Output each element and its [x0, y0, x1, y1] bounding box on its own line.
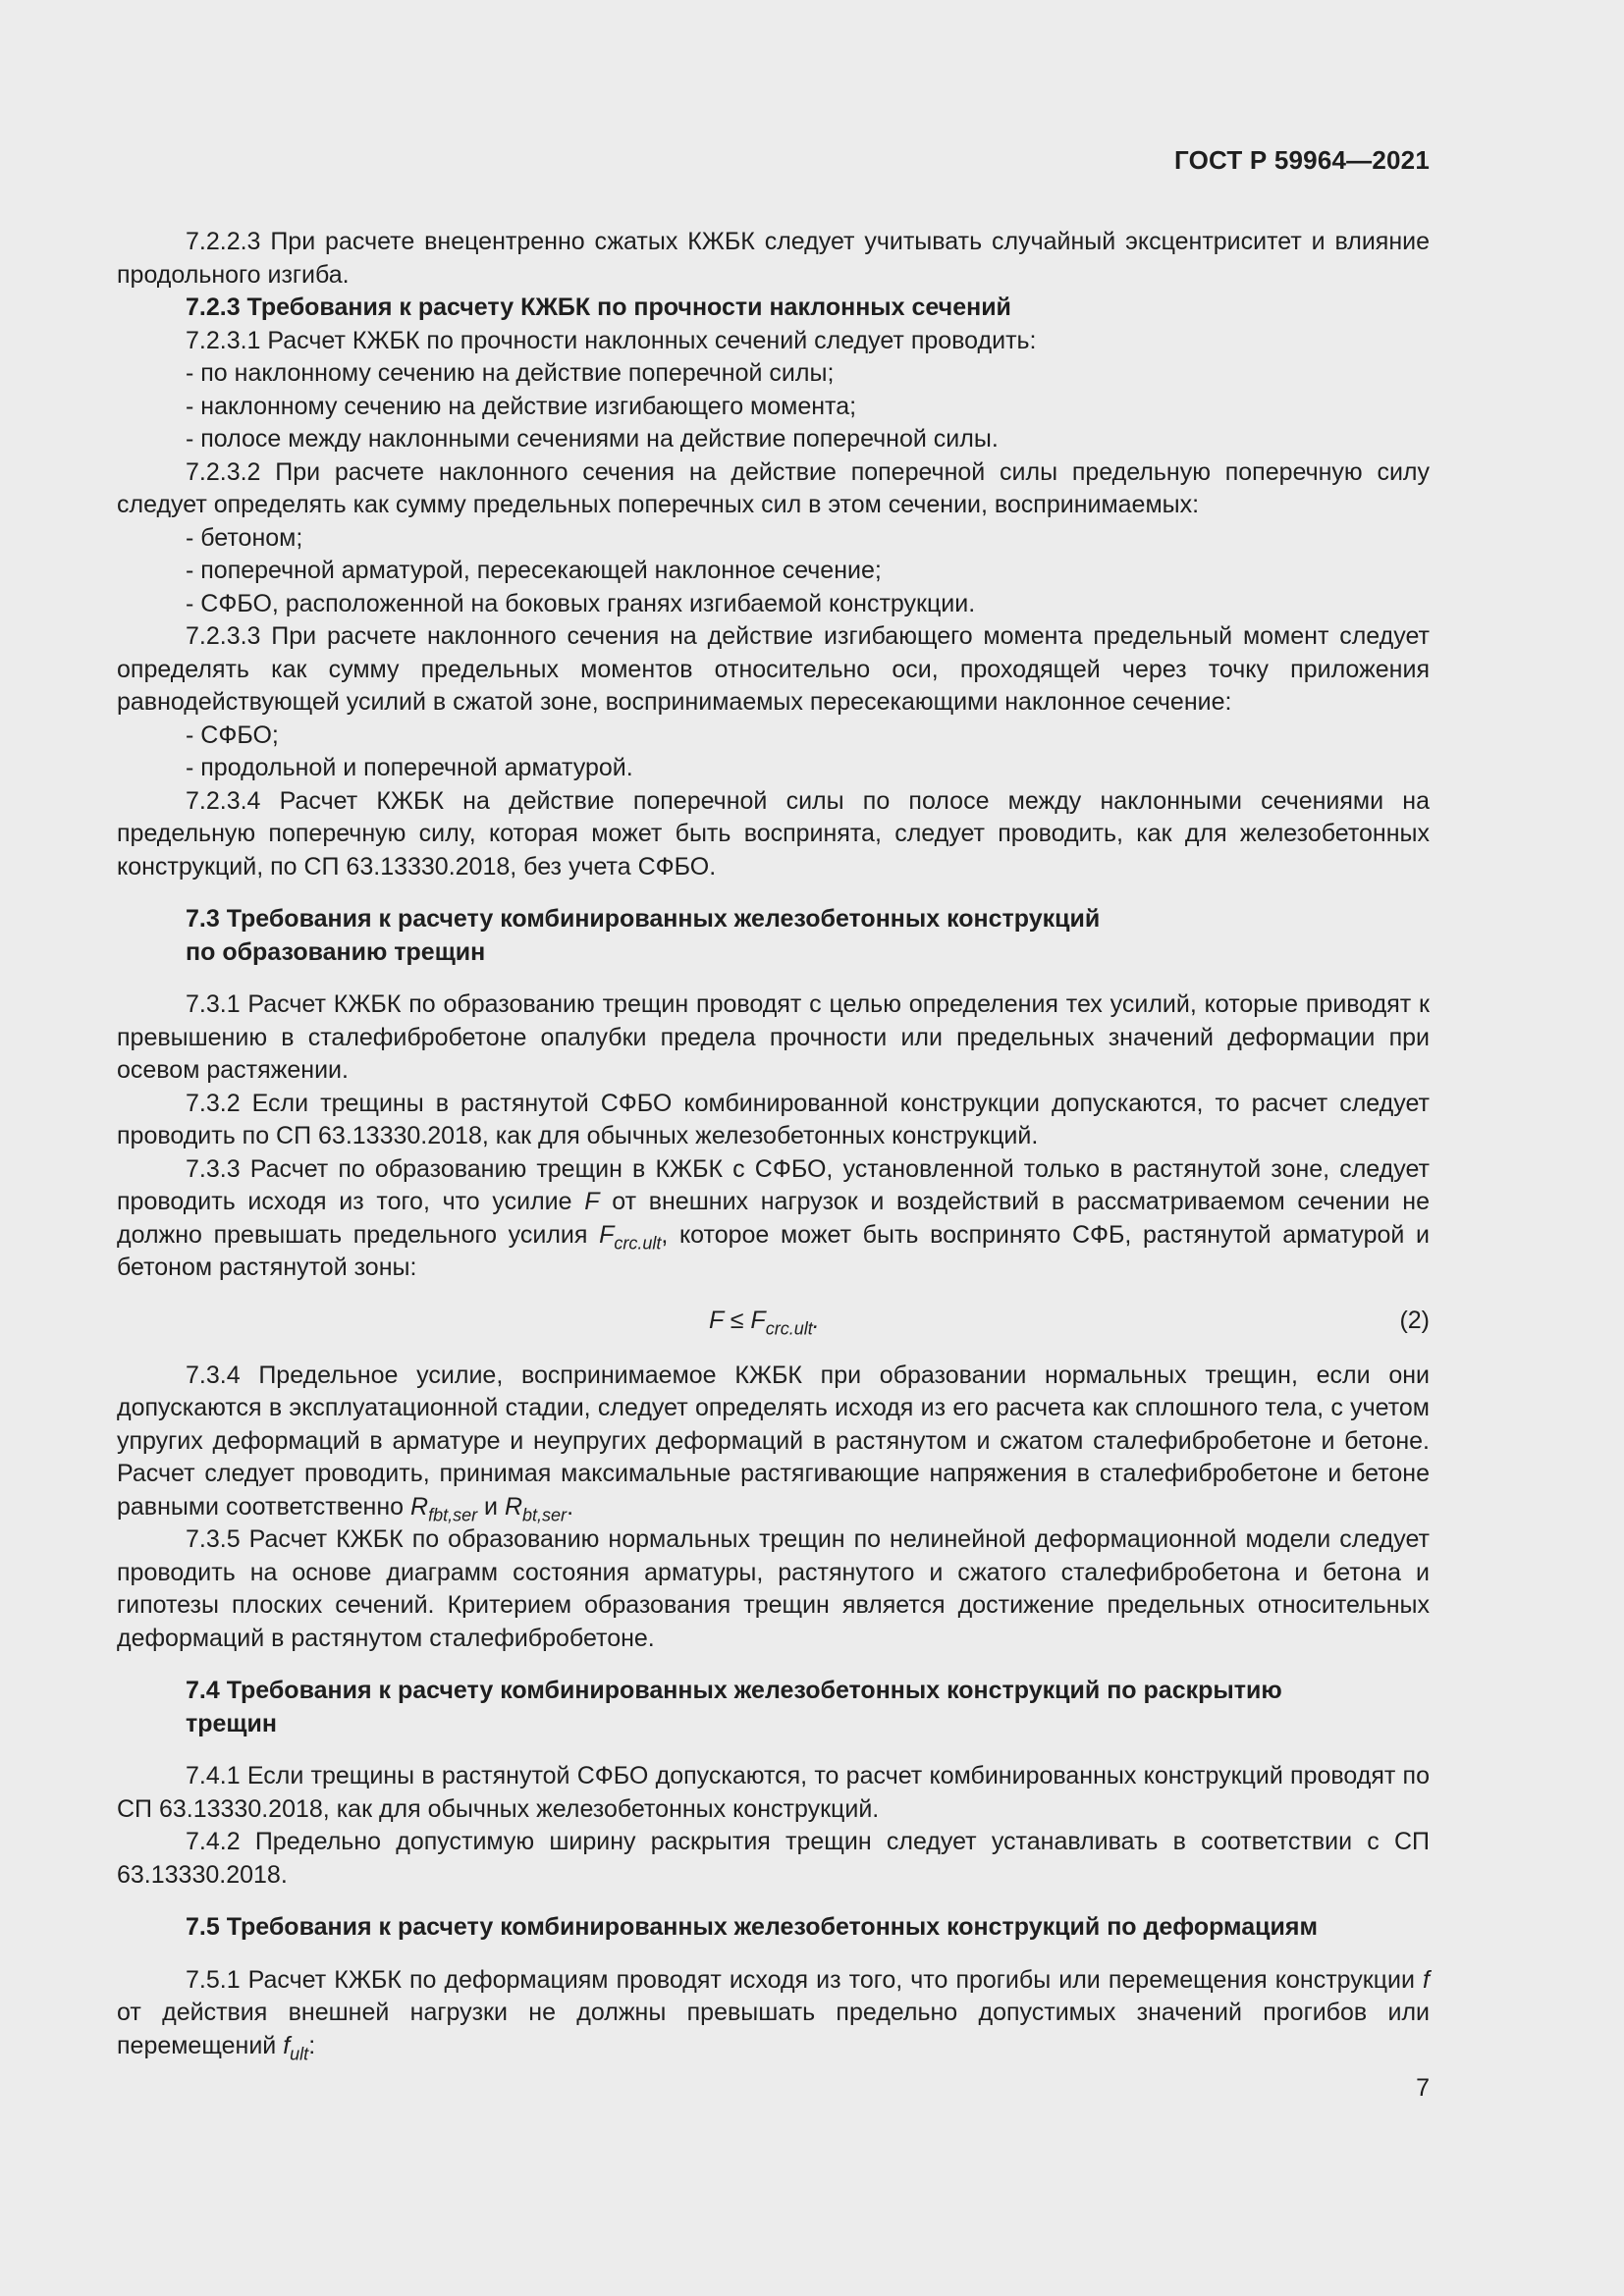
text-run: от внешних нагрузок и воздействий в рассматриваемом сечении не должно превышать предельного усилия — [117, 1188, 1430, 1249]
paragraph-7-3-1: 7.3.1 Расчет КЖБК по образованию трещин проводят с целью определения тех усилий, которые приводят к превышению в сталефибробетоне опалубки предела прочности или предельных значений деформации при осевом растяжении. — [117, 990, 1430, 1084]
paragraph-7-2-3-2: 7.2.3.2 При расчете наклонного сечения на действие поперечной силы предельную поперечную силу следует определять как сумму предельных поперечных сил в этом сечении, воспринимаемых: — [117, 457, 1430, 518]
list-item: - поперечной арматурой, пересекающей наклонное сечение; — [186, 557, 882, 584]
subscript-ult: ult — [290, 2043, 309, 2063]
document-header: ГОСТ Р 59964—2021 — [1174, 145, 1430, 175]
variable-f-crc: F — [599, 1220, 615, 1249]
text-run: 7.3.4 Предельное усилие, воспринимаемое КЖБК при образовании нормальных трещин, если они допускаются в эксплуатационной стадии, следует определять исходя из его расчета как сплошного тела, с учетом упругих деформаций в арматуре и неупругих деформаций в растянутом и сжатом сталефибробетоне и бетоне. Расчет следует проводить, принимая максимальные растягивающие напряжения в сталефибробетоне и бетоне равными соответственно — [117, 1361, 1430, 1521]
text-run: 7.3.3 Расчет по образованию трещин в КЖБК с СФБО, установленной только в растянутой зоне, следует проводить исходя из того, что усилие — [117, 1154, 1430, 1215]
heading-7-2-3: 7.2.3 Требования к расчету КЖБК по прочности наклонных сечений — [186, 294, 1011, 321]
subscript-fbt-ser: fbt,ser — [428, 1504, 478, 1524]
list-item: - по наклонному сечению на действие поперечной силы; — [186, 359, 835, 387]
text-run: . — [567, 1492, 574, 1521]
paragraph-7-5-1 — [117, 1964, 1430, 2063]
paragraph-7-4-1: 7.4.1 Если трещины в растянутой СФБО допускаются, то расчет комбинированных конструкций проводят по СП 63.13330.2018, как для обычных железобетонных конструкций. — [117, 1762, 1430, 1823]
text-run: : — [308, 2031, 316, 2059]
list-item: - бетоном; — [186, 523, 303, 552]
paragraph-7-3-2: 7.3.2 Если трещины в растянутой СФБО комбинированной конструкции допускаются, то расчет следует проводить по СП 63.13330.2018, как для обычных железобетонных конструкций. — [117, 1089, 1430, 1149]
heading-7-3 — [117, 903, 1430, 969]
text-run: и — [477, 1492, 505, 1521]
text-run: 7.5.1 Расчет КЖБК по деформациям проводят исходя из того, что прогибы или перемещения конструкции — [186, 1965, 1424, 1994]
list-item: - СФБО, расположенной на боковых гранях изгибаемой конструкции. — [186, 589, 976, 617]
subscript-bt-ser: bt,ser — [522, 1504, 568, 1524]
variable-f-ult: f — [283, 2031, 291, 2059]
paragraph-7-2-3-4: 7.2.3.4 Расчет КЖБК на действие поперечной силы по полосе между наклонными сечениями на предельную поперечную силу, которая может быть воспринята, следует проводить, как для железобетонных конструкций, по СП 63.13330.2018, без учета СФБО. — [117, 786, 1430, 881]
heading-7-4-line2: трещин — [186, 1709, 277, 1737]
formula-lhs: F ≤ F — [709, 1306, 766, 1334]
list-item: - продольной и поперечной арматурой. — [186, 754, 633, 781]
variable-r-bt: R — [504, 1492, 523, 1521]
paragraph-7-2-3-3: 7.2.3.3 При расчете наклонного сечения на действие изгибающего момента предельный момент следует определять как сумму предельных моментов относительно оси, проходящей через точку приложения равнодействующей усилий в сжатой зоне, воспринимаемых пересекающими наклонное сечение: — [117, 622, 1430, 716]
paragraph-7-2-2-3: 7.2.2.3 При расчете внецентренно сжатых КЖБК следует учитывать случайный эксцентриситет и влияние продольного изгиба. — [117, 228, 1430, 289]
variable-f-small: f — [1423, 1965, 1430, 1994]
heading-7-3-line1: 7.3 Требования к расчету комбинированных железобетонных конструкций — [186, 905, 1101, 933]
paragraph-7-4-2: 7.4.2 Предельно допустимую ширину раскрытия трещин следует устанавливать в соответствии с СП 63.13330.2018. — [117, 1828, 1430, 1889]
paragraph-7-3-5: 7.3.5 Расчет КЖБК по образованию нормальных трещин по нелинейной деформационной модели следует проводить на основе диаграмм состояния арматуры, растянутого и сжатого сталефибробетона и бетона и гипотезы плоских сечений. Критерием образования трещин является достижение предельных относительных деформаций в растянутом сталефибробетоне. — [117, 1525, 1430, 1652]
paragraph-7-3-3 — [117, 1153, 1430, 1285]
list-item: - наклонному сечению на действие изгибающего момента; — [186, 392, 857, 420]
page-number: 7 — [1416, 2074, 1430, 2102]
heading-7-3-line2: по образованию трещин — [186, 937, 486, 966]
variable-r-fbt: R — [410, 1492, 429, 1521]
heading-7-4 — [117, 1675, 1430, 1740]
paragraph-7-3-4 — [117, 1360, 1430, 1524]
paragraph-7-2-3-1: 7.2.3.1 Расчет КЖБК по прочности наклонных сечений следует проводить: — [186, 326, 1037, 354]
heading-7-5: 7.5 Требования к расчету комбинированных железобетонных конструкций по деформациям — [186, 1913, 1318, 1941]
formula-number: (2) — [1399, 1306, 1430, 1334]
list-item: - полосе между наклонными сечениями на действие поперечной силы. — [186, 425, 999, 453]
text-run: от действия внешней нагрузки не должны превышать предельно допустимых значений прогибов или перемещений — [117, 1999, 1430, 2059]
formula-end: . — [812, 1306, 820, 1334]
heading-7-4-line1: 7.4 Требования к расчету комбинированных железобетонных конструкций по раскрытию — [186, 1677, 1282, 1704]
formula-expression — [709, 1305, 820, 1338]
list-item: - СФБО; — [186, 721, 279, 749]
formula-2 — [117, 1305, 1430, 1338]
formula-subscript: crc.ult — [765, 1317, 813, 1338]
text-run: , которое может быть воспринято СФБ, растянутой арматурой и бетоном растянутой зоны: — [117, 1220, 1430, 1281]
document-body — [117, 226, 1430, 2062]
variable-f: F — [584, 1188, 600, 1215]
subscript-crc-ult: crc.ult — [614, 1232, 662, 1253]
